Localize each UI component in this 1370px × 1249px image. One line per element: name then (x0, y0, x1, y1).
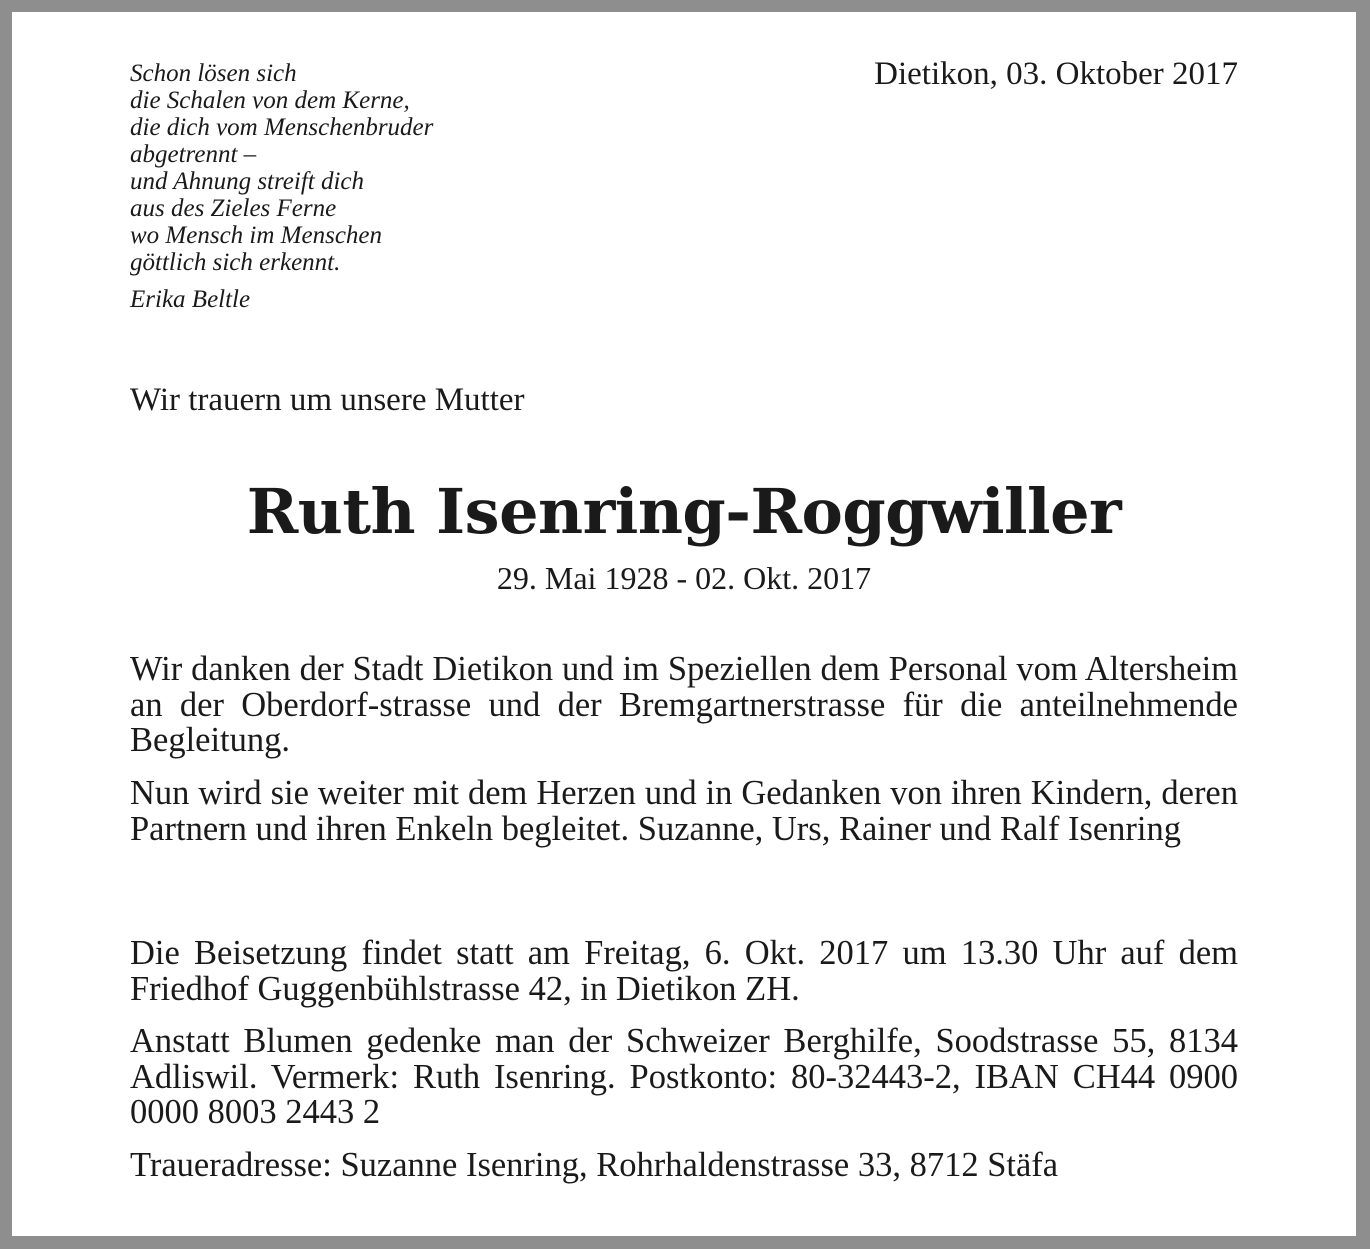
thanks-paragraph: Wir danken der Stadt Dietikon und im Speziellen dem Personal vom Altersheim an der Oberdorf-strasse und der Bremgartnerstrasse für die anteilnehmende Begleitung. (130, 650, 1238, 759)
intro-text: Wir trauern um unsere Mutter (130, 382, 525, 418)
poem-line: aus des Zieles Ferne (130, 195, 337, 222)
mourning-address: Traueradresse: Suzanne Isenring, Rohrhaldenstrasse 33, 8712 Stäfa (130, 1146, 1059, 1184)
poem-line: wo Mensch im Menschen (130, 222, 383, 249)
obituary-notice (12, 12, 1356, 1236)
poem-line: die Schalen von dem Kerne, (130, 87, 410, 114)
lifespan-dates: 29. Mai 1928 - 02. Okt. 2017 (496, 560, 872, 596)
family-paragraph: Nun wird sie weiter mit dem Herzen und in Gedanken von ihren Kindern, deren Partnern und ihren Enkeln begleitet. Suzanne, Urs, Rainer und Ralf Isenring (130, 774, 1238, 848)
poem-line: abgetrennt – (130, 141, 257, 168)
poem-author: Erika Beltle (130, 286, 251, 313)
burial-paragraph: Die Beisetzung findet statt am Freitag, 6. Okt. 2017 um 13.30 Uhr auf dem Friedhof Guggenbühlstrasse 42, in Dietikon ZH. (130, 934, 1238, 1008)
donation-paragraph: Anstatt Blumen gedenke man der Schweizer Berghilfe, Soodstrasse 55, 8134 Adliswil. Vermerk: Ruth Isenring. Postkonto: 80-32443-2, IBAN CH44 0900 0000 8003 2443 2 (130, 1022, 1238, 1131)
poem-line: Schon lösen sich (130, 60, 297, 87)
poem-block (130, 60, 550, 313)
deceased-name: Ruth Isenring-Roggwiller (246, 475, 1122, 548)
place-date: Dietikon, 03. Oktober 2017 (874, 56, 1238, 92)
poem-line: göttlich sich erkennt. (130, 249, 341, 276)
poem-line: und Ahnung streift dich (130, 168, 365, 195)
poem-line: die dich vom Menschenbruder (130, 114, 434, 141)
